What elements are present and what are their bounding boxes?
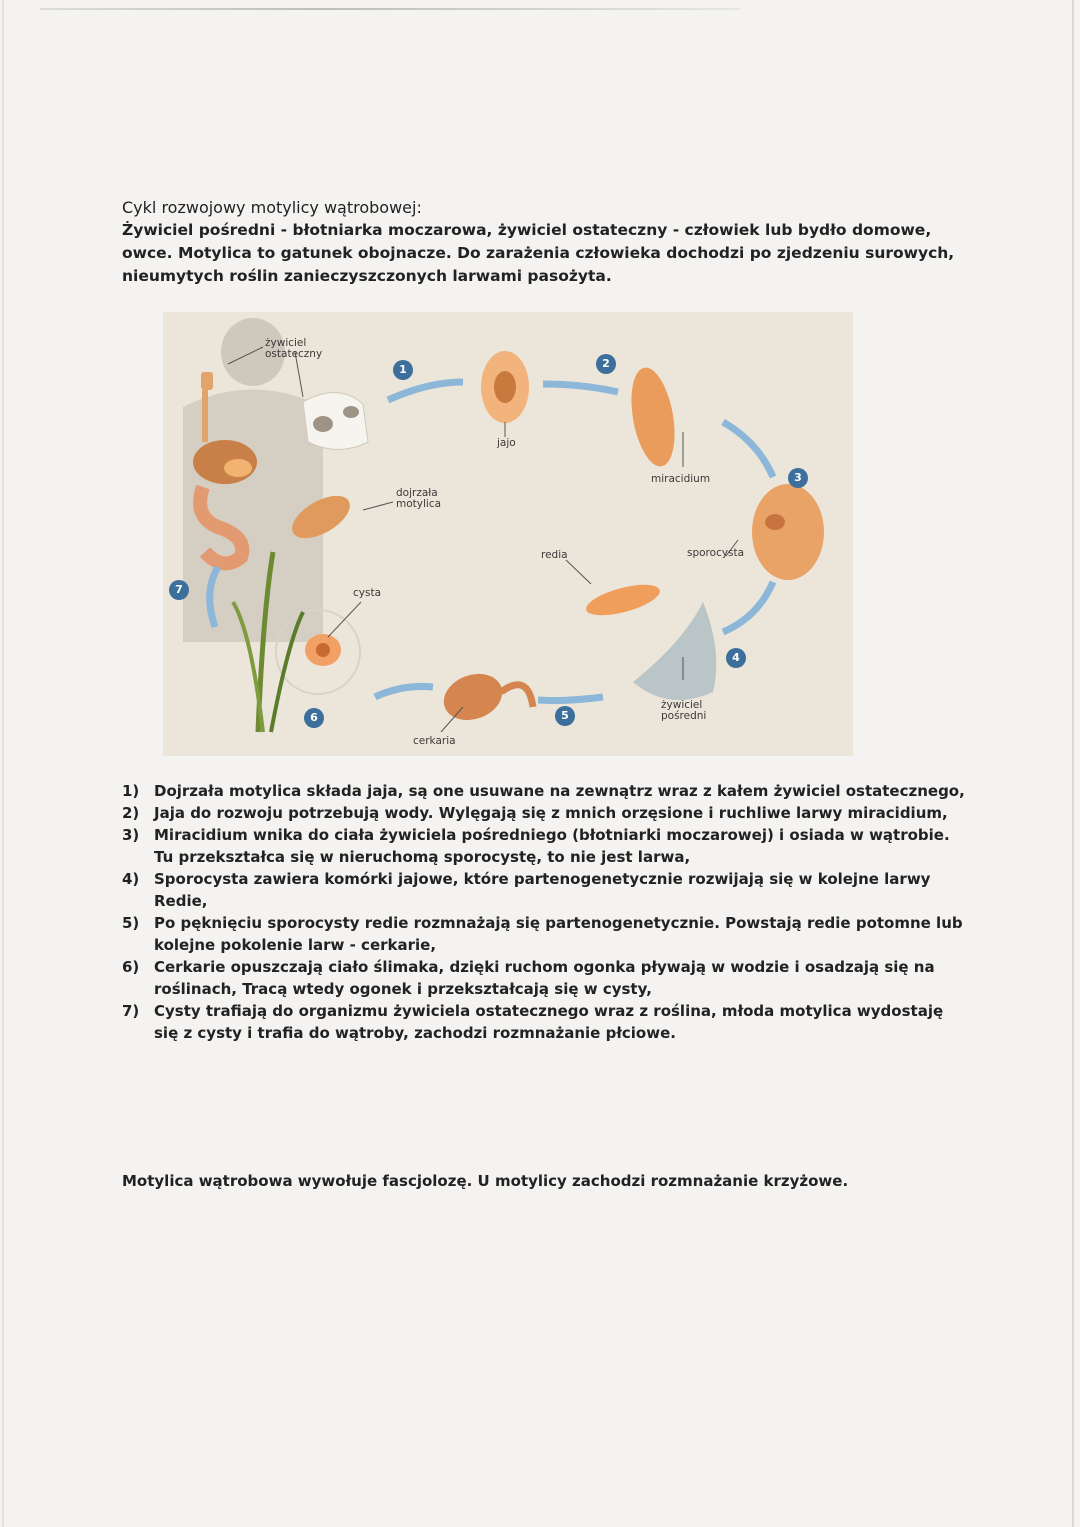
label-intermediate-host: żywiciel pośredni <box>661 699 707 722</box>
cycle-arrow <box>388 382 463 400</box>
sporocyst-shape <box>752 484 824 580</box>
step-marker-3: 3 <box>788 468 808 488</box>
list-item <box>122 1000 967 1044</box>
cycle-arrow <box>723 422 773 477</box>
label-final-host: żywiciel ostateczny <box>265 337 323 360</box>
cycle-arrow <box>543 384 618 392</box>
throat-organ <box>201 372 213 390</box>
cow-shape <box>303 392 368 449</box>
step-text: Miracidium wnika do ciała żywiciela pośredniego (błotniarki moczarowej) i osiada w wątrobie. Tu przekształca się w nieruchomą sporocystę, to nie jest larwa, <box>154 826 950 866</box>
scan-right-edge <box>1072 0 1074 1527</box>
egg-core-shape <box>494 371 516 403</box>
label-sporocyst: sporocysta <box>687 547 745 559</box>
cyst-core <box>316 643 330 657</box>
step-number: 6) <box>122 958 140 976</box>
label-miracidium: miracidium <box>651 473 711 485</box>
step-marker-6: 6 <box>304 708 324 728</box>
pointer-line <box>363 502 393 510</box>
step-text: Cysty trafiają do organizmu żywiciela ostatecznego wraz z roślina, młoda motylica wydostaję się z cysty i trafia do wątroby, zachodzi rozmnażanie płciowe. <box>154 1002 944 1042</box>
cycle-arrow <box>375 686 433 697</box>
step-text: Dojrzała motylica składa jaja, są one usuwane na zewnątrz wraz z kałem żywiciel ostatecznego, <box>154 782 965 800</box>
life-cycle-diagram <box>163 312 853 756</box>
cycle-arrow <box>538 697 603 701</box>
step-marker-2: 2 <box>596 354 616 374</box>
list-item <box>122 802 967 824</box>
cycle-arrow <box>723 582 773 632</box>
cow-spot <box>313 416 333 432</box>
snail-shape <box>633 602 716 700</box>
cercaria-body-shape <box>437 666 508 728</box>
steps-list <box>122 780 967 1044</box>
step-number: 5) <box>122 914 140 932</box>
intro-heading: Cykl rozwojowy motylicy wątrobowej: <box>122 198 422 217</box>
step-text: Sporocysta zawiera komórki jajowe, które partenogenetycznie rozwijają się w kolejne larwy Redie, <box>154 870 931 910</box>
label-redia: redia <box>541 549 568 561</box>
cercaria-tail-shape <box>501 685 533 707</box>
list-item <box>122 780 967 802</box>
intro-paragraph: Żywiciel pośredni - błotniarka moczarowa, żywiciel ostateczny - człowiek lub bydło domowe, owce. Motylica to gatunek obojnacze. Do zarażenia człowieka dochodzi po zjedzeniu surowych, nieumytych roślin zanieczyszczonych larwami pasożyta. <box>122 221 955 285</box>
intro-section <box>122 196 962 288</box>
list-item <box>122 868 967 912</box>
list-item <box>122 956 967 1000</box>
step-marker-7: 7 <box>169 580 189 600</box>
miracidium-shape <box>625 364 682 469</box>
sporocyst-core <box>765 514 785 530</box>
list-item <box>122 912 967 956</box>
step-marker-5: 5 <box>555 706 575 726</box>
gallbladder-organ <box>224 459 252 477</box>
step-number: 4) <box>122 870 140 888</box>
step-text: Cerkarie opuszczają ciało ślimaka, dzięki ruchom ogonka pływają w wodzie i osadzają się na roślinach, Tracą wtedy ogonek i przekształcają się w cysty, <box>154 958 935 998</box>
label-cercaria: cerkaria <box>413 735 456 747</box>
diagram-artwork <box>163 312 853 756</box>
label-egg: jajo <box>497 437 516 449</box>
scan-top-line <box>40 8 740 10</box>
pointer-line <box>328 602 361 637</box>
summary-text: Motylica wątrobowa wywołuje fascjolozę. U motylicy zachodzi rozmnażanie krzyżowe. <box>122 1172 849 1190</box>
label-adult-fluke: dojrzała motylica <box>396 487 442 510</box>
label-cyst: cysta <box>353 587 382 599</box>
pointer-line <box>566 560 591 584</box>
step-number: 7) <box>122 1002 140 1020</box>
redia-shape <box>583 579 663 622</box>
list-item <box>122 824 967 868</box>
step-marker-1: 1 <box>393 360 413 380</box>
step-text: Jaja do rozwoju potrzebują wody. Wylęgają się z mnich orzęsione i ruchliwe larwy miracidium, <box>154 804 948 822</box>
step-marker-4: 4 <box>726 648 746 668</box>
step-number: 3) <box>122 826 140 844</box>
step-number: 2) <box>122 804 140 822</box>
scan-left-edge <box>2 0 4 1527</box>
step-text: Po pęknięciu sporocysty redie rozmnażają się partenogenetycznie. Powstają redie potomne lub kolejne pokolenie larw - cerkarie, <box>154 914 963 954</box>
step-number: 1) <box>122 782 140 800</box>
cow-spot <box>343 406 359 418</box>
